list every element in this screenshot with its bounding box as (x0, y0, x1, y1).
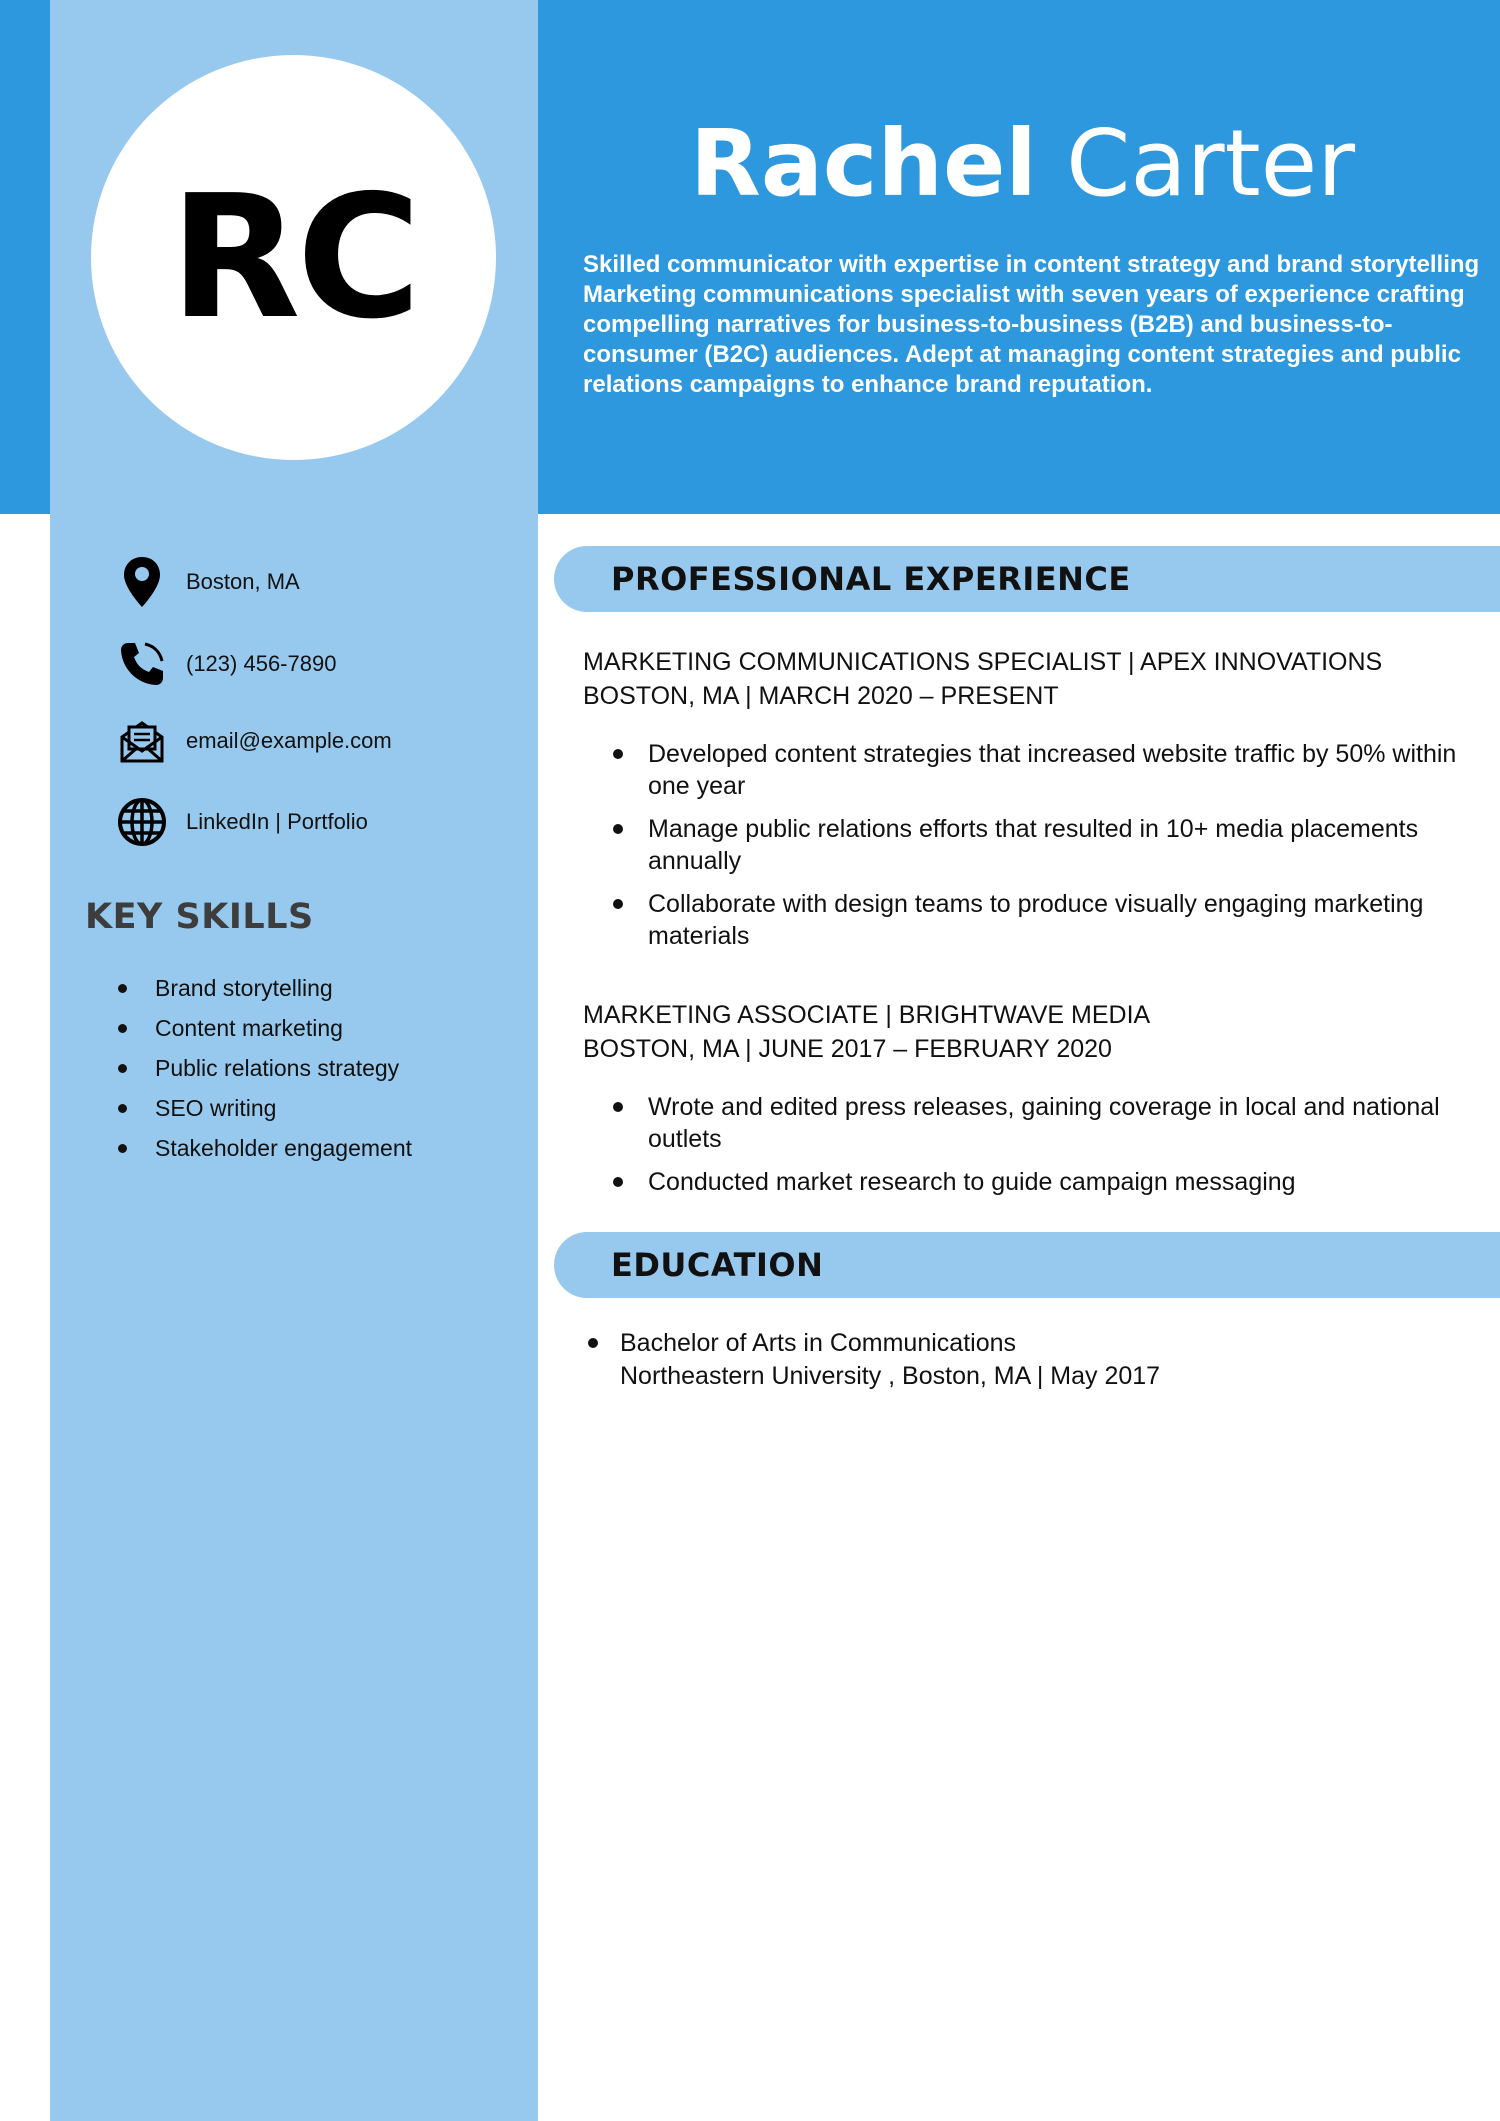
contact-location (115, 555, 515, 609)
first-name: Rachel (690, 110, 1037, 217)
job-title: MARKETING ASSOCIATE | BRIGHTWAVE MEDIA (583, 1001, 1151, 1029)
list-item: Manage public relations efforts that resulted in 10+ media placements annually (608, 813, 1468, 877)
links-text[interactable]: LinkedIn | Portfolio (186, 809, 368, 834)
list-item: Collaborate with design teams to produce visually engaging marketing materials (608, 888, 1468, 952)
skills-list (115, 971, 412, 1171)
phone-icon (115, 637, 169, 691)
location-pin-icon (115, 555, 169, 609)
school: Northeastern University , Boston, MA | May 2017 (620, 1362, 1161, 1390)
list-item: Brand storytelling (115, 971, 412, 1011)
summary-text: Marketing communications specialist with seven years of experience crafting compelling narratives for business-to-business (B2B) and business-to-consumer (B2C) audiences. Adept at managing content strategies and public relations campaigns to enhance brand reputation. (583, 281, 1465, 398)
last-name: Carter (1066, 110, 1356, 217)
list-item: Content marketing (115, 1011, 412, 1051)
contact-links (115, 795, 515, 849)
globe-icon (115, 795, 169, 849)
email-text[interactable]: email@example.com (186, 728, 392, 753)
education-entry (583, 1327, 1463, 1393)
list-item: Public relations strategy (115, 1051, 412, 1091)
job-title: MARKETING COMMUNICATIONS SPECIALIST | APEX INNOVATIONS (583, 648, 1383, 676)
candidate-name (690, 110, 1356, 217)
contact-email (115, 714, 515, 768)
job-meta: BOSTON, MA | JUNE 2017 – FEBRUARY 2020 (583, 1035, 1112, 1063)
summary-headline: Skilled communicator with expertise in content strategy and brand storytelling (583, 251, 1480, 278)
envelope-icon (115, 714, 169, 768)
header-accent-strip (0, 0, 50, 514)
list-item: Conducted market research to guide campaign messaging (608, 1166, 1468, 1198)
job-bullets (608, 1091, 1468, 1209)
list-item: SEO writing (115, 1091, 412, 1131)
summary (583, 250, 1483, 400)
education-heading: EDUCATION (611, 1246, 824, 1284)
bullet-dot (588, 1338, 598, 1348)
monogram-avatar: RC (91, 55, 496, 460)
experience-heading: PROFESSIONAL EXPERIENCE (611, 560, 1131, 598)
job-meta: BOSTON, MA | MARCH 2020 – PRESENT (583, 682, 1059, 710)
degree: Bachelor of Arts in Communications (620, 1329, 1017, 1357)
phone-text: (123) 456-7890 (186, 651, 337, 676)
skills-heading: KEY SKILLS (85, 897, 314, 937)
list-item: Wrote and edited press releases, gaining coverage in local and national outlets (608, 1091, 1468, 1155)
contact-phone (115, 637, 515, 691)
list-item: Stakeholder engagement (115, 1131, 412, 1171)
job-bullets (608, 738, 1468, 963)
location-text: Boston, MA (186, 569, 300, 594)
list-item: Developed content strategies that increased website traffic by 50% within one year (608, 738, 1468, 802)
